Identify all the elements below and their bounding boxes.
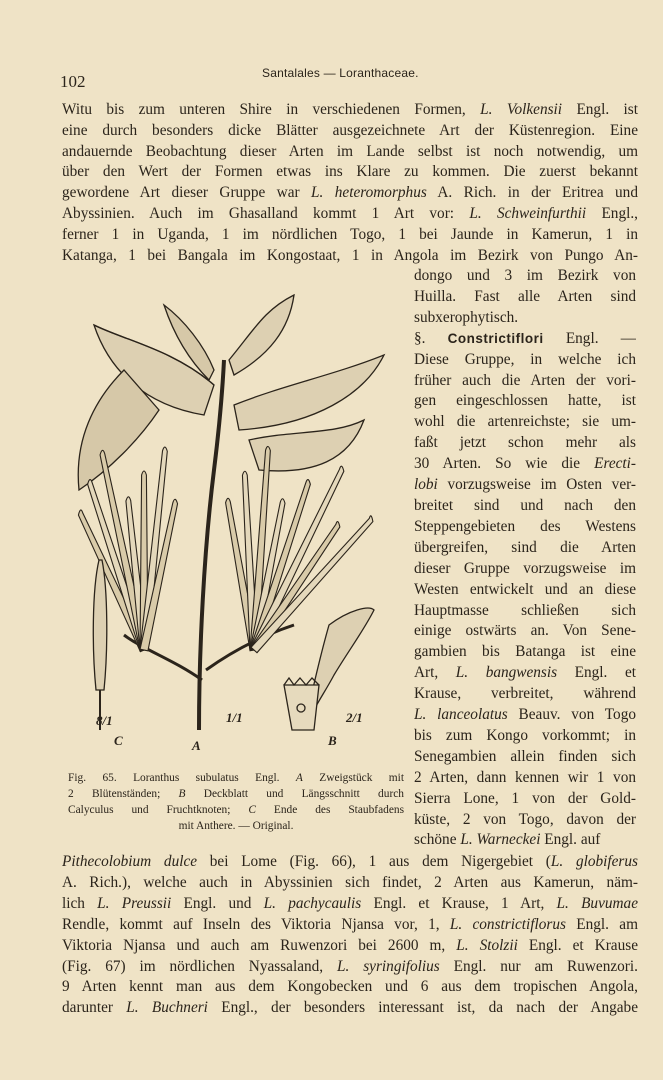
italic-run: lobi bbox=[414, 476, 438, 494]
fig-label-b-scale: 2/1 bbox=[346, 710, 363, 725]
text-run: Engl. auf bbox=[540, 831, 601, 849]
text-run: bis zum Kongo vorkommt; in bbox=[414, 726, 636, 744]
text-line bbox=[62, 873, 638, 894]
text-run: 2 Arten, dann kennen wir 1 von bbox=[414, 768, 636, 786]
text-line bbox=[62, 977, 638, 998]
text-line bbox=[414, 601, 636, 622]
text-run: Hauptmasse schließen sich bbox=[414, 601, 636, 619]
text-run: A. Rich. in der Eritrea und bbox=[426, 184, 638, 202]
text-line bbox=[68, 802, 404, 818]
text-run: 9 Arten kennt man aus dem Kongobecken und 6 aus dem tropischen Angola, bbox=[62, 978, 638, 996]
text-line bbox=[62, 121, 638, 142]
italic-run: L. lanceolatus bbox=[414, 706, 508, 724]
text-line bbox=[414, 266, 636, 287]
text-run: faßt jetzt schon mehr als bbox=[414, 434, 636, 452]
text-run: gen eingeschlossen hatte, ist bbox=[414, 392, 636, 410]
leaf bbox=[234, 355, 384, 430]
figure-caption bbox=[68, 770, 404, 834]
text-run: Engl., bbox=[586, 204, 638, 222]
text-run: schöne bbox=[414, 831, 461, 849]
text-run: Engl. et Krause, 1 Art, bbox=[361, 894, 557, 912]
text-line bbox=[414, 621, 636, 642]
text-line bbox=[414, 454, 636, 475]
italic-run: L. syringifolius bbox=[337, 957, 440, 975]
text-line bbox=[62, 852, 638, 873]
fig-label-c-scale: 8/1 bbox=[96, 713, 113, 728]
text-line bbox=[68, 786, 404, 802]
text-line bbox=[414, 412, 636, 433]
top-paragraph bbox=[62, 100, 638, 266]
text-run: über den Wert der Formen etwas ins Klare zu kommen. Die zuerst bekannt bbox=[62, 163, 638, 181]
text-line bbox=[62, 998, 638, 1019]
text-run: (Fig. 67) im nördlichen Nyassaland, bbox=[62, 957, 338, 975]
text-run: Zweigstück mit bbox=[302, 772, 404, 784]
text-line bbox=[414, 663, 636, 684]
text-line bbox=[68, 770, 404, 786]
text-line bbox=[414, 308, 636, 329]
text-line bbox=[414, 391, 636, 412]
text-line bbox=[414, 642, 636, 663]
italic-run: L. Warneckei bbox=[460, 831, 541, 849]
text-line bbox=[414, 705, 636, 726]
text-run: Witu bis zum unteren Shire in verschiedenen Formen, bbox=[62, 101, 481, 118]
text-run: Engl. nur am Ruwenzori. bbox=[439, 957, 638, 975]
text-line bbox=[414, 810, 636, 831]
italic-run: L. globiferus bbox=[550, 853, 638, 870]
text-line bbox=[62, 957, 638, 978]
text-run: Krause, verbreitet, während bbox=[414, 685, 636, 703]
text-run: Viktoria Njansa und auch am Ruwenzori bei 2600 m, bbox=[62, 936, 457, 954]
italic-run: L. Stolzii bbox=[456, 936, 518, 954]
text-line bbox=[62, 100, 638, 121]
text-line bbox=[414, 789, 636, 810]
text-run: Engl. ist bbox=[562, 101, 638, 118]
italic-run: L. Schweinfurthii bbox=[469, 204, 587, 222]
italic-run: L. constrictiflorus bbox=[449, 915, 566, 933]
text-line bbox=[414, 517, 636, 538]
side-column-text bbox=[414, 266, 636, 851]
text-run: subxerophytisch. bbox=[414, 308, 519, 326]
text-run: dieser Gruppe vorzugsweise im bbox=[414, 559, 636, 577]
text-line bbox=[414, 768, 636, 789]
text-line bbox=[62, 204, 638, 225]
leaf bbox=[229, 295, 294, 375]
text-run: mit Anthere. — Original. bbox=[178, 820, 294, 832]
text-run: Abyssinien. Auch im Ghasalland kommt 1 Art vor: bbox=[62, 204, 470, 222]
text-line bbox=[414, 538, 636, 559]
text-run: Calyculus und Fruchtknoten; bbox=[68, 804, 249, 816]
italic-run: L. pachycaulis bbox=[263, 894, 362, 912]
text-line bbox=[62, 246, 638, 267]
text-run: Engl., der besonders interessant ist, da nach der Angabe bbox=[207, 999, 638, 1017]
text-line bbox=[414, 684, 636, 705]
text-run: küste, 2 von Togo, davon der bbox=[414, 810, 636, 828]
text-run: Steppengebieten des Westens bbox=[414, 517, 636, 535]
text-line bbox=[68, 818, 404, 834]
text-line bbox=[414, 830, 636, 851]
text-run: andauernde Beobachtung dieser Arten im Lande selbst ist noch notwendig, um bbox=[62, 142, 638, 160]
stem bbox=[199, 360, 224, 730]
text-run: dongo und 3 im Bezirk von bbox=[414, 267, 636, 284]
text-line bbox=[414, 475, 636, 496]
italic-run: Pithecolobium dulce bbox=[62, 853, 198, 870]
text-line bbox=[62, 894, 638, 915]
text-run: Engl. und bbox=[171, 894, 264, 912]
text-run: §. bbox=[414, 329, 448, 347]
text-line bbox=[414, 496, 636, 517]
text-run: Beauv. von Togo bbox=[507, 706, 636, 724]
text-line bbox=[62, 915, 638, 936]
text-run: 30 Arten. So wie die bbox=[414, 455, 595, 473]
text-run: wohl die artenreichste; sie um- bbox=[414, 413, 636, 431]
text-run: einige ostwärts an. Von Sene- bbox=[414, 622, 636, 640]
text-run: Huilla. Fast alle Arten sind bbox=[414, 287, 636, 305]
text-run: gambien bis Batanga ist eine bbox=[414, 643, 636, 661]
page-number: 102 bbox=[60, 72, 86, 91]
text-run: Diese Gruppe, in welche ich bbox=[414, 350, 636, 368]
figure-65-illustration bbox=[64, 290, 404, 760]
text-run: A. Rich.), welche auch in Abyssinien sich findet, 2 Arten aus Kamerun, näm- bbox=[62, 873, 638, 891]
text-run: 2 Blütenständen; bbox=[68, 788, 179, 800]
text-run: Engl. et bbox=[557, 664, 636, 682]
text-run: darunter bbox=[62, 999, 127, 1017]
italic-run: Erecti- bbox=[594, 455, 636, 473]
italic-run: L. Volkensii bbox=[480, 101, 563, 118]
text-run: Engl. — bbox=[543, 329, 636, 347]
detail-b-bract bbox=[309, 608, 374, 710]
italic-run: B bbox=[178, 788, 186, 800]
text-run: Katanga, 1 bei Bangala im Kongostaat, 1 in Angola im Bezirk von Pungo An- bbox=[62, 246, 638, 264]
italic-run: L. Buchneri bbox=[126, 999, 208, 1017]
text-run: gewordene Art dieser Gruppe war bbox=[62, 184, 312, 202]
text-line bbox=[414, 287, 636, 308]
text-run: breitet sind und nach den bbox=[414, 496, 636, 514]
bold-run: Constrictiflori bbox=[447, 330, 544, 346]
italic-run: L. Buvumae bbox=[556, 894, 638, 912]
fig-label-b: B bbox=[328, 733, 337, 748]
running-title: Santalales — Loranthaceae. bbox=[262, 66, 419, 80]
text-run: Senegambien allein finden sich bbox=[414, 747, 636, 765]
italic-run: A bbox=[295, 772, 303, 784]
text-run: Fig. 65. Loranthus subulatus Engl. bbox=[68, 772, 296, 784]
text-line bbox=[414, 350, 636, 371]
text-line bbox=[414, 580, 636, 601]
page-header bbox=[0, 66, 663, 90]
text-run: Ende des Staubfadens bbox=[255, 804, 404, 816]
text-line bbox=[414, 329, 636, 350]
text-run: Art, bbox=[414, 664, 456, 682]
text-line bbox=[62, 936, 638, 957]
text-run: ferner 1 in Uganda, 1 im nördlichen Togo, 1 bei Jaunde in Kamerun, 1 in bbox=[62, 225, 638, 243]
text-run: übergreifen, sind die Arten bbox=[414, 538, 636, 556]
text-run: früher auch die Arten der vori- bbox=[414, 371, 636, 389]
text-line bbox=[414, 559, 636, 580]
detail-b-calyculus bbox=[284, 685, 319, 730]
italic-run: L. Preussii bbox=[97, 894, 172, 912]
italic-run: L. heteromorphus bbox=[311, 184, 427, 202]
fig-label-a: A bbox=[192, 738, 201, 753]
text-line bbox=[62, 183, 638, 204]
italic-run: C bbox=[248, 804, 256, 816]
text-run: Rendle, kommt auf Inseln des Viktoria Njansa vor, 1, bbox=[62, 915, 450, 933]
text-run: Engl. am bbox=[565, 915, 638, 933]
text-run: lich bbox=[62, 894, 98, 912]
text-run: bei Lome (Fig. 66), 1 aus dem Nigergebiet ( bbox=[197, 853, 551, 870]
text-line bbox=[414, 371, 636, 392]
text-line bbox=[62, 142, 638, 163]
text-line bbox=[414, 726, 636, 747]
text-run: Engl. et Krause bbox=[517, 936, 638, 954]
text-line bbox=[62, 162, 638, 183]
text-run: Deckblatt und Längsschnitt durch bbox=[185, 788, 404, 800]
text-run: eine durch besonders dicke Blätter ausgezeichnete Art der Küstenregion. Eine bbox=[62, 121, 638, 139]
italic-run: L. bangwensis bbox=[455, 664, 558, 682]
text-line bbox=[62, 225, 638, 246]
text-run: Sierra Lone, 1 von der Gold- bbox=[414, 789, 636, 807]
fig-label-a-scale: 1/1 bbox=[226, 710, 243, 725]
text-line bbox=[414, 433, 636, 454]
text-run: vorzugsweise im Osten ver- bbox=[437, 476, 636, 494]
fig-label-c: C bbox=[114, 733, 123, 748]
bottom-paragraph bbox=[62, 852, 638, 1019]
text-line bbox=[414, 747, 636, 768]
detail-c-anther bbox=[93, 560, 106, 690]
text-run: Westen entwickelt und an diese bbox=[414, 580, 636, 598]
